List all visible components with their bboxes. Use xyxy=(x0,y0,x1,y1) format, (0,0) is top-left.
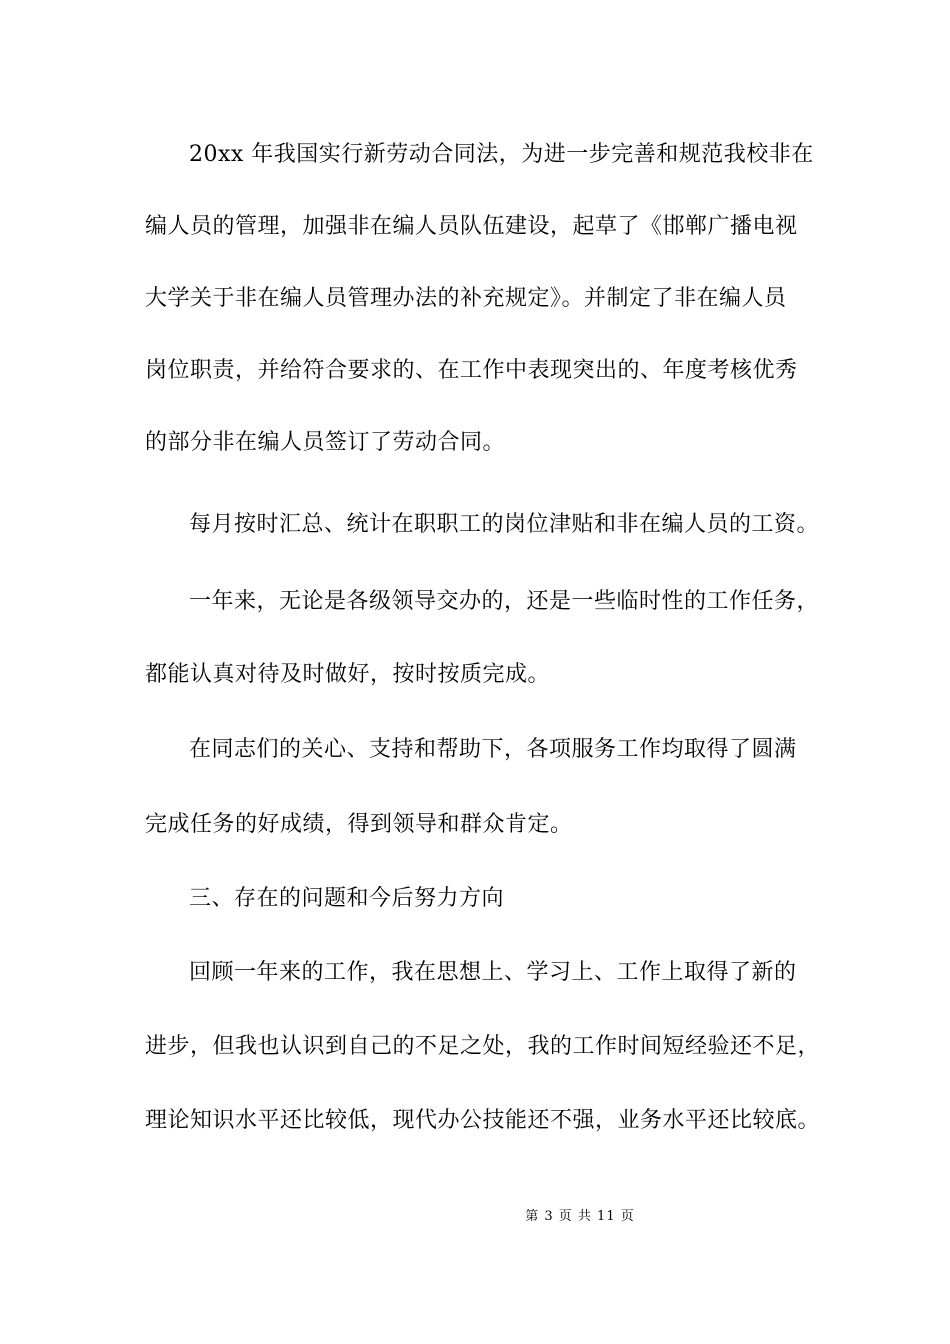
paragraph-line: 进步，但我也认识到自己的不足之处，我的工作时间短经验还不足， xyxy=(145,1034,821,1059)
paragraph-line: 回顾一年来的工作，我在思想上、学习上、工作上取得了新的 xyxy=(189,960,797,985)
paragraph-line: 岗位职责，并给符合要求的、在工作中表现突出的、年度考核优秀 xyxy=(145,358,798,383)
paragraph-line: 在同志们的关心、支持和帮助下，各项服务工作均取得了圆满 xyxy=(189,737,797,762)
paragraph-line: 完成任务的好成绩，得到领导和群众肯定。 xyxy=(145,812,573,837)
section-heading: 三、存在的问题和今后努力方向 xyxy=(189,886,505,911)
page-number: 第 3 页 共 11 页 xyxy=(525,1209,635,1224)
paragraph-line: 一年来，无论是各级领导交办的，还是一些临时性的工作任务， xyxy=(189,589,820,614)
paragraph-line: 编人员的管理，加强非在编人员队伍建设，起草了《邯郸广播电视 xyxy=(145,214,798,239)
paragraph-line: 大学关于非在编人员管理办法的补充规定》。并制定了非在编人员 xyxy=(145,286,787,311)
paragraph-line: 20xx 年我国实行新劳动合同法，为进一步完善和规范我校非在 xyxy=(189,142,814,167)
paragraph-line: 理论知识水平还比较低，现代办公技能还不强，业务水平还比较底。 xyxy=(145,1108,821,1133)
paragraph-line: 都能认真对待及时做好，按时按质完成。 xyxy=(145,662,551,687)
paragraph-line: 的部分非在编人员签订了劳动合同。 xyxy=(145,430,506,455)
paragraph-line: 每月按时汇总、统计在职职工的岗位津贴和非在编人员的工资。 xyxy=(189,512,820,537)
